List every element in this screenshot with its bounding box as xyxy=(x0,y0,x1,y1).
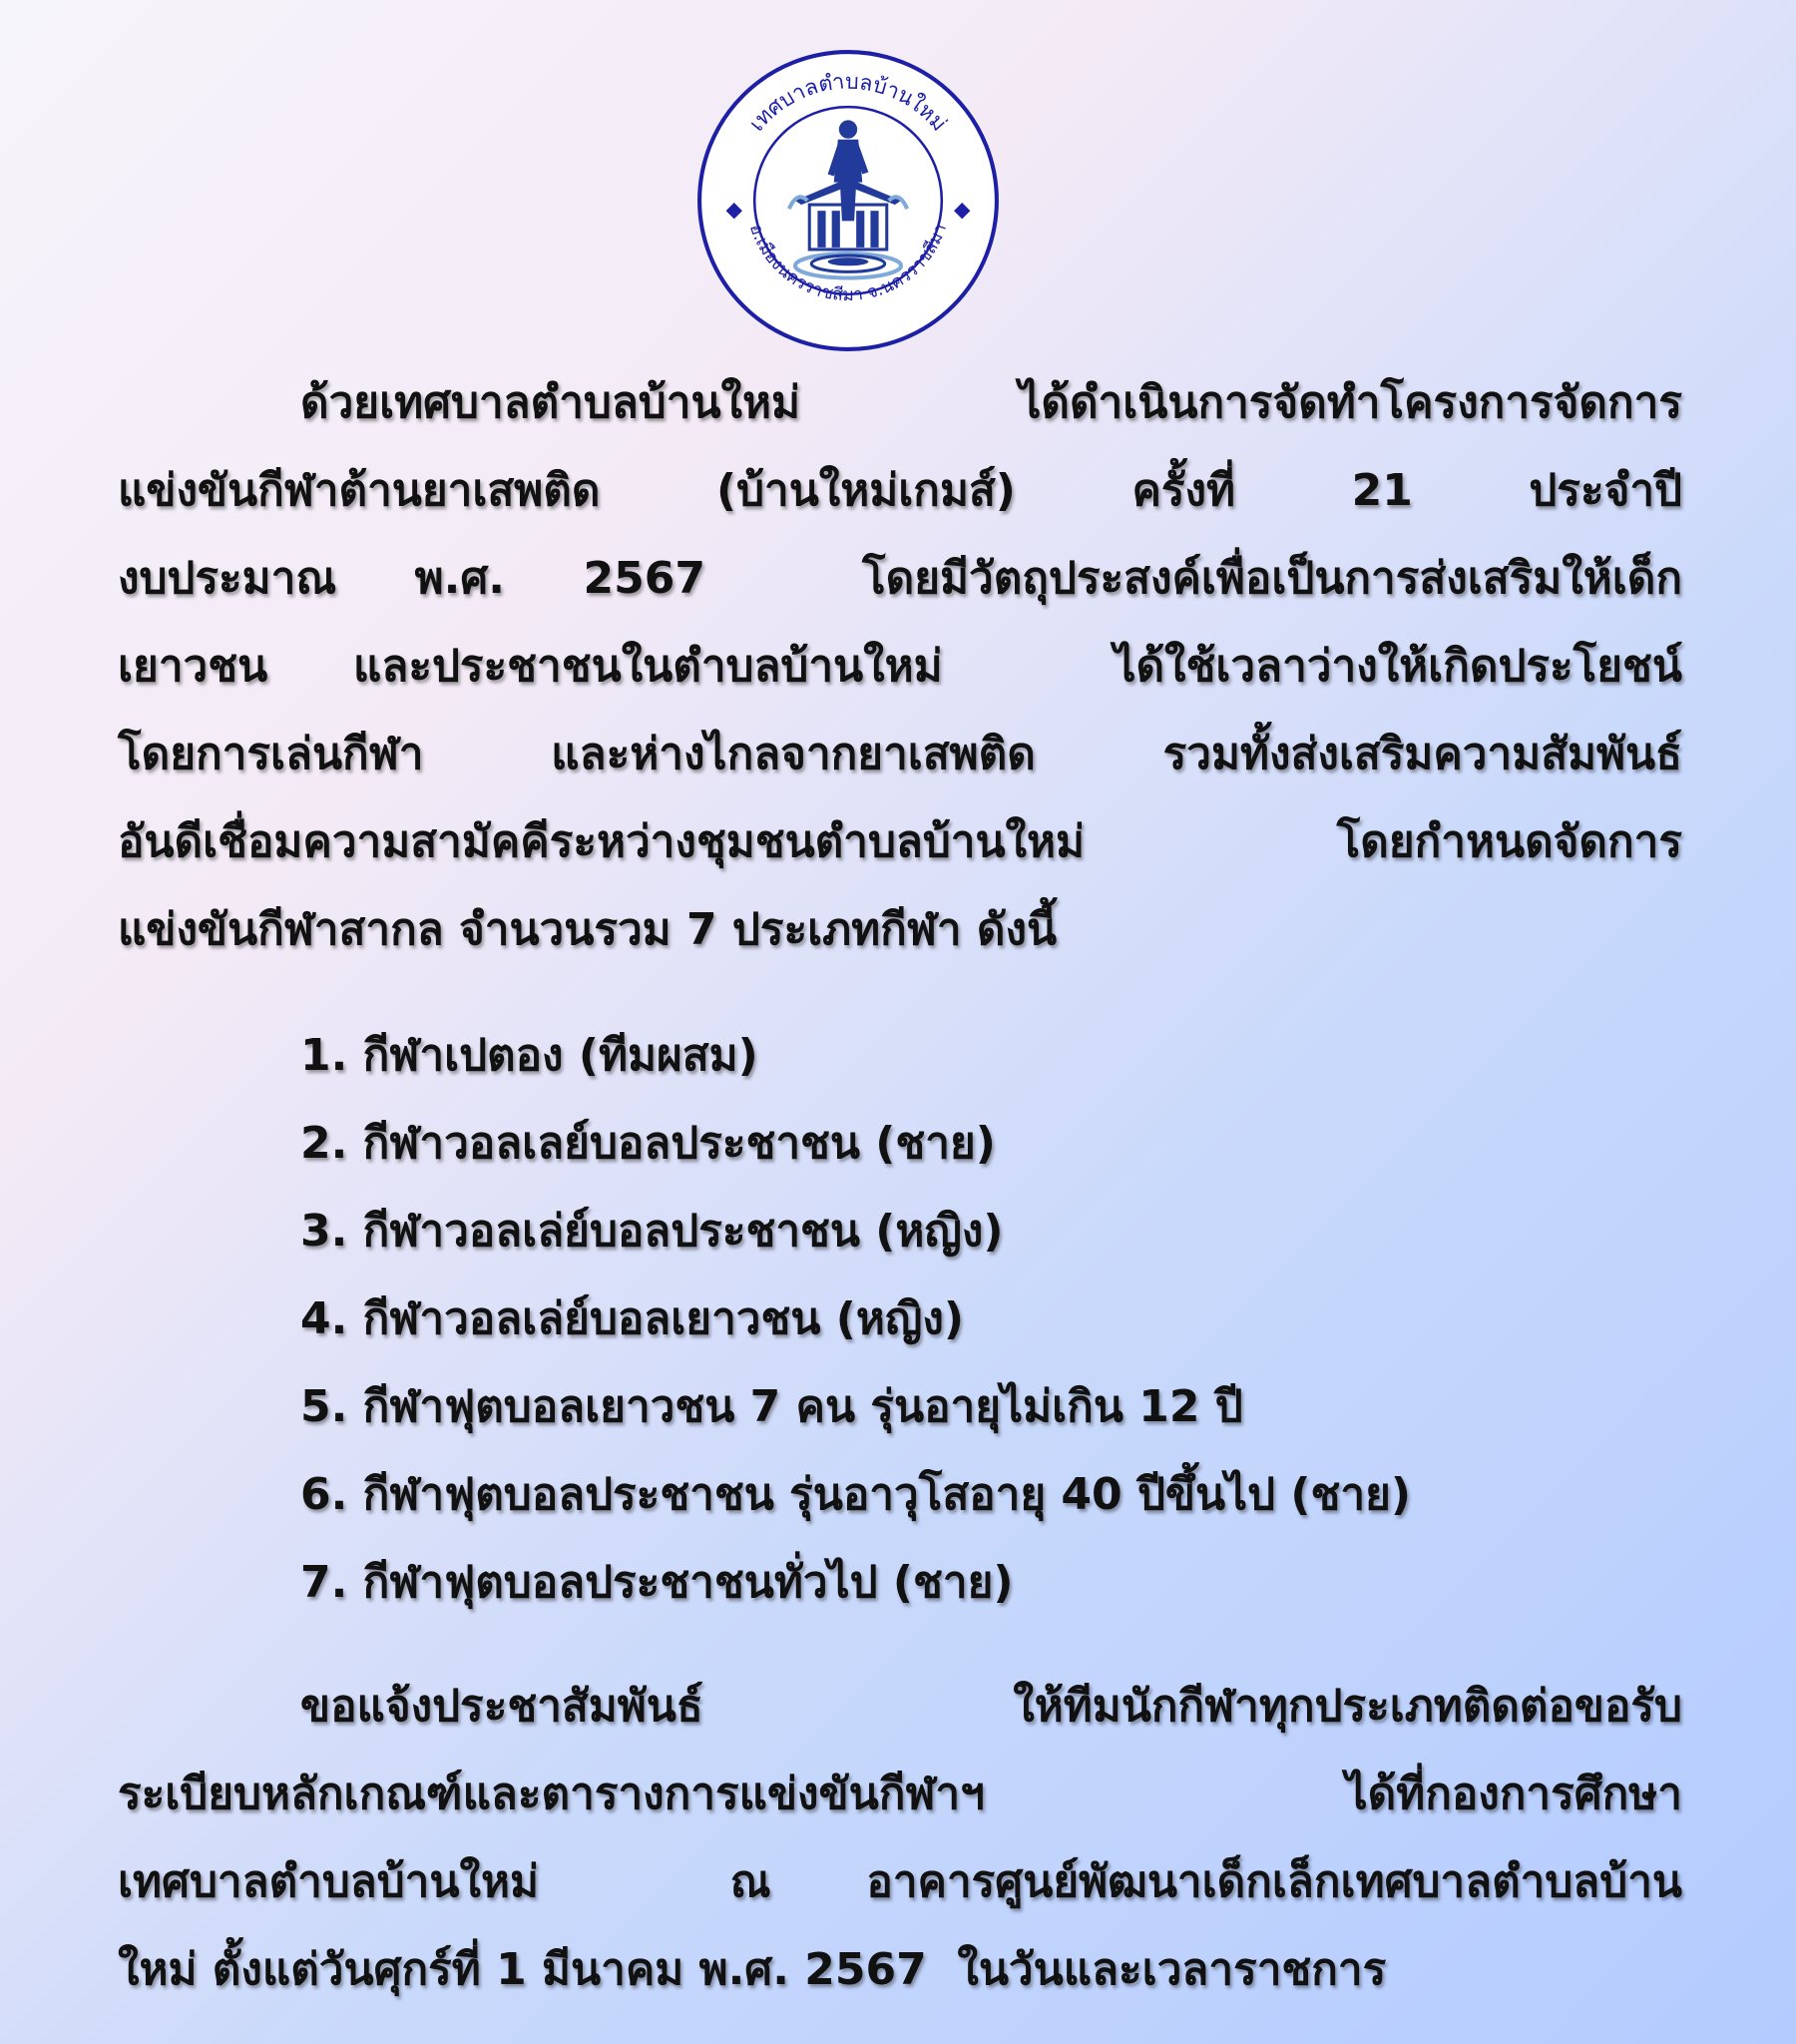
intro-line: งบประมาณ พ.ศ. 2567 โดยมีวัตถุประสงค์เพื่อเป็นการส่งเสริมให้เด็ก xyxy=(118,553,1682,604)
intro-line: แข่งขันกีฬาต้านยาเสพติด (บ้านใหม่เกมส์) ครั้งที่ 21 ประจำปี xyxy=(118,465,1682,516)
closing-line: ใหม่ ตั้งแต่วันศุกร์ที่ 1 มีนาคม พ.ศ. 2567 ในวันและเวลาราชการ xyxy=(118,1944,1387,1995)
intro-paragraph xyxy=(118,359,1682,974)
closing-line: ขอแจ้งประชาสัมพันธ์ ให้ทีมนักกีฬาทุกประเภทติดต่อขอรับ xyxy=(300,1681,1682,1732)
intro-line: อันดีเชื่อมความสามัคคีระหว่างชุมชนตำบลบ้านใหม่ โดยกำหนดจัดการ xyxy=(118,816,1682,867)
seal-text-bottom: อ.เมืองนครราชสีมา จ.นครราชสีมา xyxy=(744,221,952,306)
sports-list xyxy=(118,1012,1682,1627)
intro-line: เยาวชน และประชาชนในตำบลบ้านใหม่ ได้ใช้เวลาว่างให้เกิดประโยชน์ xyxy=(118,641,1682,692)
seal-text-top: เทศบาลตำบลบ้านใหม่ xyxy=(744,69,952,137)
announcement-body xyxy=(118,359,1682,2014)
sport-item: 1. กีฬาเปตอง (ทีมผสม) xyxy=(300,1030,758,1081)
closing-line: เทศบาลตำบลบ้านใหม่ ณ อาคารศูนย์พัฒนาเด็กเล็กเทศบาลตำบลบ้าน xyxy=(118,1856,1682,1907)
sport-item: 7. กีฬาฟุตบอลประชาชนทั่วไป (ชาย) xyxy=(300,1557,1014,1608)
municipal-seal-icon xyxy=(695,48,1001,353)
sport-item: 6. กีฬาฟุตบอลประชาชน รุ่นอาวุโสอายุ 40 ปีขึ้นไป (ชาย) xyxy=(300,1469,1411,1520)
sport-item: 5. กีฬาฟุตบอลเยาวชน 7 คน รุ่นอายุไม่เกิน 12 ปี xyxy=(300,1381,1243,1432)
sport-item: 3. กีฬาวอลเล่ย์บอลประชาชน (หญิง) xyxy=(300,1206,1004,1257)
sport-item: 4. กีฬาวอลเล่ย์บอลเยาวชน (หญิง) xyxy=(300,1293,964,1344)
closing-paragraph xyxy=(118,1663,1682,2014)
sport-item: 2. กีฬาวอลเลย์บอลประชาชน (ชาย) xyxy=(300,1118,996,1169)
intro-line: แข่งขันกีฬาสากล จำนวนรวม 7 ประเภทกีฬา ดังนี้ xyxy=(118,904,1058,955)
closing-line: ระเบียบหลักเกณฑ์และตารางการแข่งขันกีฬาฯ ได้ที่กองการศึกษา xyxy=(118,1769,1682,1819)
intro-line: ด้วยเทศบาลตำบลบ้านใหม่ ได้ดำเนินการจัดทำโครงการจัดการ xyxy=(300,377,1682,428)
intro-line: โดยการเล่นกีฬา และห่างไกลจากยาเสพติด รวมทั้งส่งเสริมความสัมพันธ์ xyxy=(118,729,1682,779)
